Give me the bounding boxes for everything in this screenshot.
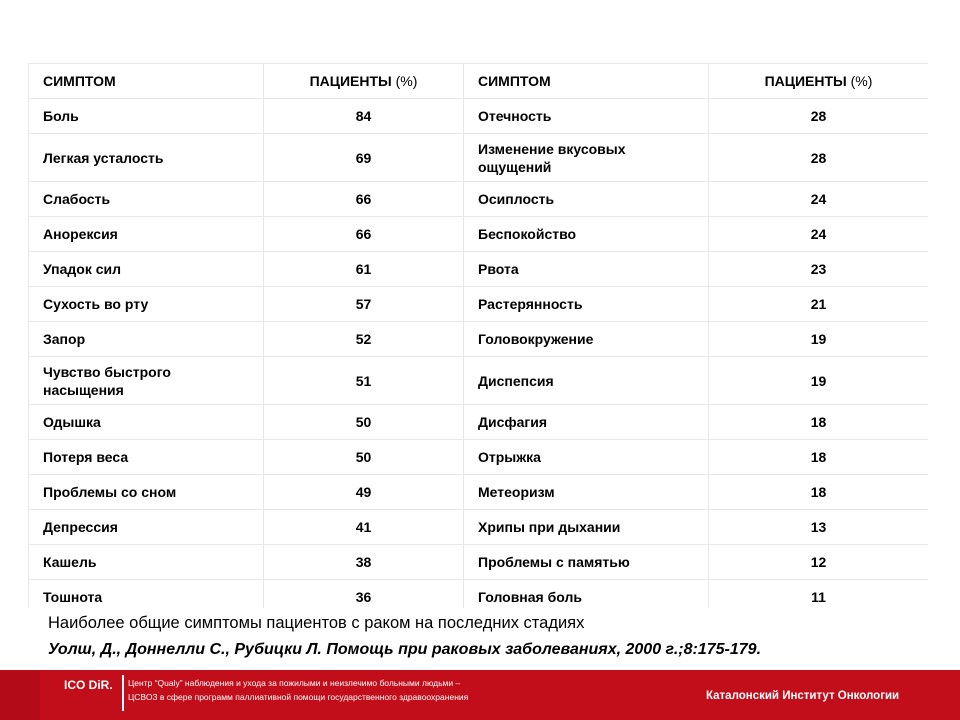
footer-center-line-1: Центр “Qualy” наблюдения и ухода за пожилыми и неизлечимо больными людьми –	[128, 678, 461, 688]
patients-percent-cell: 24	[709, 217, 929, 252]
table-row	[29, 510, 929, 545]
symptom-cell: Изменение вкусовых ощущений	[464, 134, 709, 182]
symptom-cell: Тошнота	[29, 580, 264, 609]
patients-percent-cell: 28	[709, 134, 929, 182]
footer-center-text	[128, 676, 468, 704]
symptom-cell: Растерянность	[464, 287, 709, 322]
institute-name: Каталонский Институт Онкологии	[706, 690, 900, 702]
patients-percent-cell: 19	[709, 357, 929, 405]
table-row	[29, 217, 929, 252]
patients-percent-cell: 51	[264, 357, 464, 405]
symptom-cell: Диспепсия	[464, 357, 709, 405]
table-row	[29, 405, 929, 440]
symptom-cell: Кашель	[29, 545, 264, 580]
patients-percent-cell: 66	[264, 217, 464, 252]
symptom-table	[28, 63, 928, 608]
patients-percent-cell: 84	[264, 99, 464, 134]
header-patients-1: ПАЦИЕНТЫ (%)	[264, 64, 464, 99]
symptom-cell: Проблемы с памятью	[464, 545, 709, 580]
symptom-cell: Рвота	[464, 252, 709, 287]
table-row	[29, 134, 929, 182]
symptom-cell: Легкая усталость	[29, 134, 264, 182]
patients-percent-cell: 11	[709, 580, 929, 609]
symptom-cell: Беспокойство	[464, 217, 709, 252]
patients-percent-cell: 23	[709, 252, 929, 287]
patients-percent-cell: 21	[709, 287, 929, 322]
symptom-cell: Чувство быстрого насыщения	[29, 357, 264, 405]
patients-percent-cell: 50	[264, 440, 464, 475]
symptom-cell: Одышка	[29, 405, 264, 440]
table-caption: Наиболее общие симптомы пациентов с раком на последних стадиях	[48, 614, 585, 632]
patients-percent-cell: 38	[264, 545, 464, 580]
table-row	[29, 545, 929, 580]
symptom-cell: Метеоризм	[464, 475, 709, 510]
table-row	[29, 357, 929, 405]
symptom-cell: Головокружение	[464, 322, 709, 357]
header-symptom-2: СИМПТОМ	[464, 64, 709, 99]
symptom-cell: Депрессия	[29, 510, 264, 545]
patients-percent-cell: 69	[264, 134, 464, 182]
symptom-cell: Отрыжка	[464, 440, 709, 475]
patients-percent-cell: 12	[709, 545, 929, 580]
table-body	[29, 99, 929, 609]
table-row	[29, 99, 929, 134]
table-row	[29, 252, 929, 287]
patients-percent-cell: 18	[709, 475, 929, 510]
table-row	[29, 322, 929, 357]
patients-percent-cell: 41	[264, 510, 464, 545]
footer-center-line-2: ЦСВОЗ в сфере программ паллиативной помощи государственного здравоохранения	[128, 692, 469, 702]
table-row	[29, 182, 929, 217]
patients-percent-cell: 36	[264, 580, 464, 609]
ico-logo: ICO DiR.	[64, 678, 113, 692]
patients-percent-cell: 19	[709, 322, 929, 357]
patients-percent-cell: 28	[709, 99, 929, 134]
symptom-cell: Осиплость	[464, 182, 709, 217]
footer-left-block	[0, 670, 40, 720]
symptom-cell: Запор	[29, 322, 264, 357]
patients-percent-cell: 50	[264, 405, 464, 440]
symptom-cell: Головная боль	[464, 580, 709, 609]
patients-percent-cell: 13	[709, 510, 929, 545]
symptom-cell: Хрипы при дыхании	[464, 510, 709, 545]
logo-divider	[122, 675, 124, 711]
patients-percent-cell: 52	[264, 322, 464, 357]
symptom-cell: Упадок сил	[29, 252, 264, 287]
table-row	[29, 287, 929, 322]
symptom-cell: Анорексия	[29, 217, 264, 252]
symptom-cell: Потеря веса	[29, 440, 264, 475]
symptom-cell: Проблемы со сном	[29, 475, 264, 510]
patients-percent-cell: 18	[709, 440, 929, 475]
symptom-cell: Сухость во рту	[29, 287, 264, 322]
header-patients-2: ПАЦИЕНТЫ (%)	[709, 64, 929, 99]
symptom-cell: Отечность	[464, 99, 709, 134]
header-symptom-1: СИМПТОМ	[29, 64, 264, 99]
symptom-cell: Слабость	[29, 182, 264, 217]
symptom-table-container	[28, 63, 928, 608]
patients-percent-cell: 49	[264, 475, 464, 510]
patients-percent-cell: 66	[264, 182, 464, 217]
footer-bar	[0, 670, 960, 720]
table-row	[29, 475, 929, 510]
table-row	[29, 580, 929, 609]
patients-percent-cell: 57	[264, 287, 464, 322]
patients-percent-cell: 18	[709, 405, 929, 440]
patients-percent-cell: 24	[709, 182, 929, 217]
symptom-cell: Боль	[29, 99, 264, 134]
reference-citation: Уолш, Д., Доннелли С., Рубицки Л. Помощь при раковых заболеваниях, 2000 г.;8:175-179.	[48, 641, 762, 658]
patients-percent-cell: 61	[264, 252, 464, 287]
table-row	[29, 440, 929, 475]
symptom-cell: Дисфагия	[464, 405, 709, 440]
table-header-row	[29, 64, 929, 99]
